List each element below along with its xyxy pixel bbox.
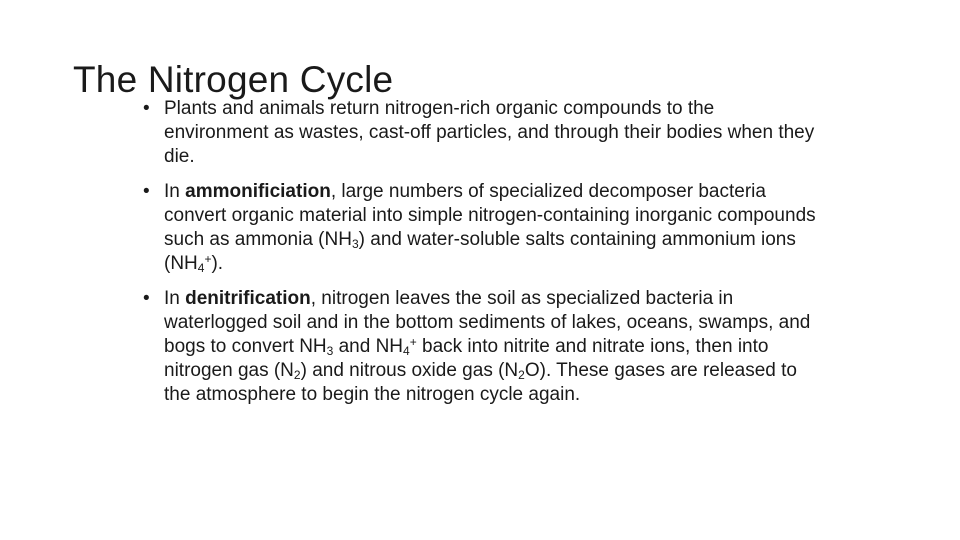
bullet-item-denitrification bbox=[143, 287, 823, 407]
subscript: 2 bbox=[518, 368, 525, 382]
bullet-text: O). These gases are released to the atmosphere to begin the nitrogen cycle again. bbox=[164, 360, 797, 405]
bullet-text: and NH bbox=[333, 336, 404, 357]
bullet-text: , nitrogen leaves the soil as specialized bacteria in waterlogged soil and in the bottom sediments of lakes, oceans, swamps, and bogs to convert NH bbox=[164, 288, 811, 357]
bullet-text: , large numbers of specialized decomposer bacteria convert organic material into simple nitrogen-containing inorganic compounds such as ammonia (NH bbox=[164, 181, 816, 250]
bullet-prefix: In bbox=[164, 288, 186, 309]
bullet-prefix: In bbox=[164, 181, 186, 202]
bullet-item-ammonification bbox=[143, 180, 823, 276]
bullet-text: ) and nitrous oxide gas (N bbox=[300, 360, 519, 381]
bullet-term: ammonificiation bbox=[185, 181, 331, 202]
bullet-text: back into nitrite and nitrate ions, then into nitrogen gas (N bbox=[164, 336, 769, 381]
subscript: 3 bbox=[326, 344, 334, 358]
superscript: + bbox=[409, 335, 417, 349]
subscript: 4 bbox=[403, 344, 410, 358]
subscript: 3 bbox=[351, 237, 359, 251]
bullet-item-returns bbox=[143, 97, 823, 169]
subscript: 2 bbox=[293, 368, 301, 382]
bullet-term: denitrification bbox=[185, 288, 311, 309]
superscript: + bbox=[204, 252, 212, 266]
bullet-text: Plants and animals return nitrogen-rich organic compounds to the environment as wastes, cast-off particles, and through their bodies when they die. bbox=[164, 98, 815, 167]
subscript: 4 bbox=[197, 261, 205, 275]
bullet-list bbox=[143, 97, 823, 418]
bullet-text: ). bbox=[211, 253, 224, 274]
bullet-text: ) and water-soluble salts containing ammonium ions (NH bbox=[164, 229, 796, 274]
slide-title: The Nitrogen Cycle bbox=[73, 59, 394, 100]
